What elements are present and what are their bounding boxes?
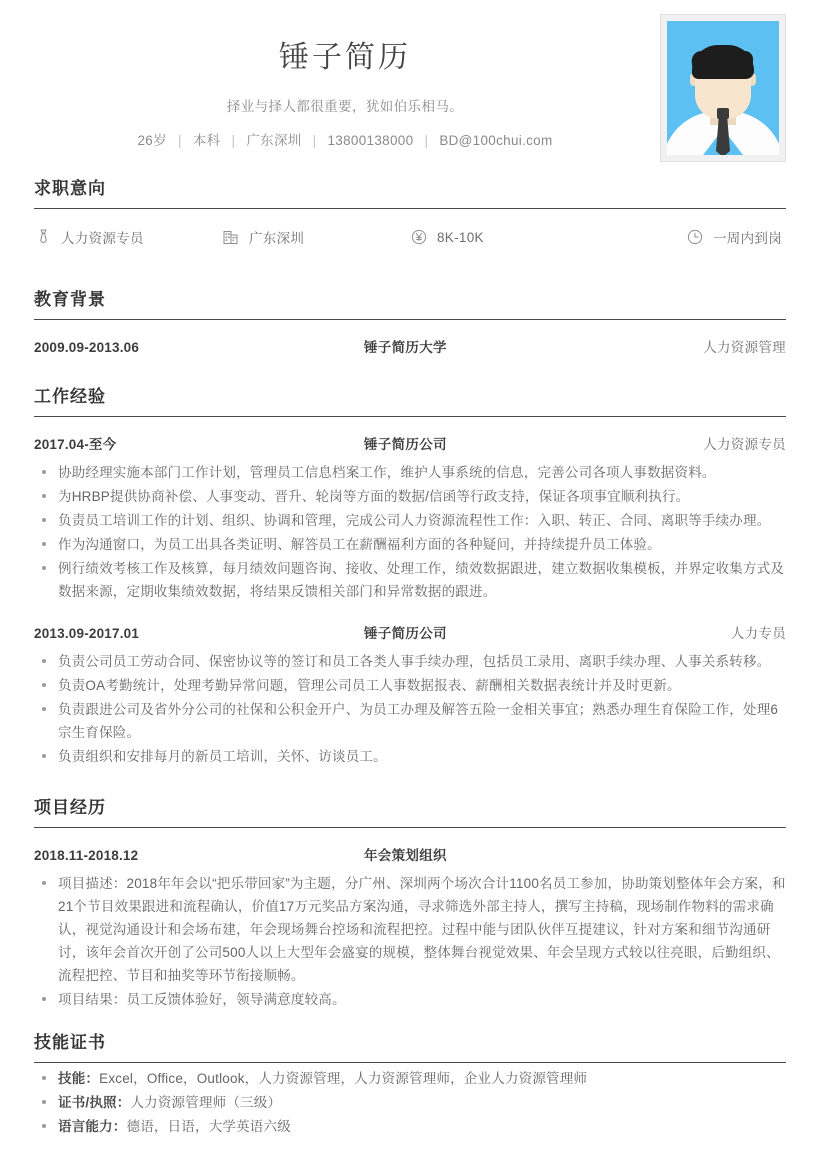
section-work-experience bbox=[34, 384, 786, 773]
education-entry bbox=[34, 322, 786, 362]
work-company: 锤子简历公司 bbox=[364, 626, 447, 641]
list-item: 作为沟通窗口，为员工出具各类证明、解答员工在薪酬福利方面的各种疑问，并持续提升员工体验。 bbox=[34, 533, 786, 556]
section-title-education: 教育背景 bbox=[34, 290, 106, 309]
intention-availability-label: 一周内到岗 bbox=[713, 231, 782, 246]
building-icon bbox=[222, 228, 240, 246]
meta-separator: | bbox=[424, 133, 429, 148]
work-role: 人力资源专员 bbox=[703, 437, 786, 452]
intention-row bbox=[34, 211, 786, 265]
header-meta-line bbox=[34, 130, 656, 152]
work-role: 人力专员 bbox=[730, 626, 786, 641]
work-company: 锤子简历公司 bbox=[364, 437, 447, 452]
intention-salary-label: 8K-10K bbox=[437, 229, 484, 245]
meta-separator: | bbox=[177, 133, 182, 148]
skill-label: 技能： bbox=[58, 1071, 100, 1086]
meta-email: BD@100chui.com bbox=[439, 133, 553, 148]
yen-icon bbox=[410, 228, 428, 246]
list-item: 为HRBP提供协商补偿、人事变动、晋升、轮岗等方面的数据/信函等行政支持，保证各项事宜顺利执行。 bbox=[34, 485, 786, 508]
skill-label: 证书/执照： bbox=[58, 1095, 131, 1110]
list-item bbox=[34, 1067, 786, 1090]
skill-value: Excel，Office，Outlook，人力资源管理，人力资源管理师，企业人力资源管理师 bbox=[99, 1071, 588, 1086]
intention-position-label: 人力资源专员 bbox=[61, 231, 144, 246]
section-skills bbox=[34, 1030, 786, 1143]
intention-item-location bbox=[222, 227, 410, 247]
skill-label: 语言能力： bbox=[58, 1119, 127, 1134]
resume-header bbox=[34, 0, 786, 168]
meta-phone: 13800138000 bbox=[327, 133, 414, 148]
intention-location-label: 广东深圳 bbox=[249, 231, 305, 246]
education-school: 锤子简历大学 bbox=[364, 340, 447, 355]
list-item: 负责公司员工劳动合同、保密协议等的签订和员工各类人事手续办理，包括员工录用、离职手续办理、人事关系转移。 bbox=[34, 650, 786, 673]
work-date: 2013.09-2017.01 bbox=[34, 626, 140, 641]
skill-value: 德语，日语，大学英语六级 bbox=[126, 1119, 291, 1134]
page-title: 锤子简历 bbox=[279, 41, 411, 74]
section-divider bbox=[34, 416, 786, 417]
section-divider bbox=[34, 319, 786, 320]
skills-bullet-list bbox=[34, 1065, 786, 1143]
project-date: 2018.11-2018.12 bbox=[34, 848, 139, 863]
section-project-experience bbox=[34, 795, 786, 1016]
meta-location: 广东深圳 bbox=[246, 133, 302, 148]
project-entry bbox=[34, 830, 786, 870]
section-divider bbox=[34, 208, 786, 209]
section-title-skills: 技能证书 bbox=[34, 1033, 106, 1052]
intention-item-salary bbox=[410, 228, 598, 246]
work-date: 2017.04-至今 bbox=[34, 437, 117, 452]
list-item: 负责员工培训工作的计划、组织、协调和管理，完成公司人力资源流程性工作：入职、转正、合同、离职等手续办理。 bbox=[34, 509, 786, 532]
list-item: 协助经理实施本部门工作计划，管理员工信息档案工作，维护人事系统的信息，完善公司各项人事数据资料。 bbox=[34, 461, 786, 484]
meta-separator: | bbox=[312, 133, 317, 148]
section-divider bbox=[34, 827, 786, 828]
list-item: 负责OA考勤统计，处理考勤异常问题，管理公司员工人事数据报表、薪酬相关数据表统计并及时更新。 bbox=[34, 674, 786, 697]
list-item bbox=[34, 1091, 786, 1114]
list-item: 负责组织和安排每月的新员工培训，关怀、访谈员工。 bbox=[34, 745, 786, 768]
section-intention bbox=[34, 176, 786, 265]
meta-age: 26岁 bbox=[137, 133, 167, 148]
work-entry bbox=[34, 419, 786, 459]
intention-item-position bbox=[34, 227, 222, 247]
list-item bbox=[34, 1115, 786, 1138]
education-major: 人力资源管理 bbox=[703, 340, 786, 355]
list-item: 例行绩效考核工作及核算，每月绩效问题咨询、接收、处理工作，绩效数据跟进，建立数据收集模板，并界定收集方式及数据来源，定期收集绩效数据，将结果反馈相关部门和异常数据的跟进。 bbox=[34, 557, 786, 603]
clock-icon bbox=[686, 228, 704, 246]
work-entry bbox=[34, 608, 786, 648]
intention-item-availability bbox=[598, 227, 786, 247]
section-title-work: 工作经验 bbox=[34, 387, 106, 406]
work-bullet-list bbox=[34, 459, 786, 608]
section-education bbox=[34, 287, 786, 362]
education-date: 2009.09-2013.06 bbox=[34, 340, 140, 355]
list-item: 负责跟进公司及省外分公司的社保和公积金开户、为员工办理及解答五险一金相关事宜；熟悉办理生育保险工作，处理6宗生育保险。 bbox=[34, 698, 786, 744]
project-bullet-list bbox=[34, 870, 786, 1016]
list-item: 项目结果：员工反馈体验好，领导满意度较高。 bbox=[34, 988, 786, 1011]
section-title-project: 项目经历 bbox=[34, 798, 106, 817]
tie-icon bbox=[34, 228, 52, 246]
section-title-intention: 求职意向 bbox=[34, 179, 106, 198]
section-divider bbox=[34, 1062, 786, 1063]
avatar bbox=[667, 21, 779, 155]
project-name: 年会策划组织 bbox=[364, 848, 447, 863]
avatar-frame bbox=[660, 14, 786, 162]
work-bullet-list bbox=[34, 648, 786, 773]
list-item: 项目描述：2018年年会以“把乐带回家”为主题，分广州、深圳两个场次合计1100名员工参加，协助策划整体年会方案，和21个节目效果跟进和流程确认，价值17万元奖品方案沟通，寻求筛选外部主持人，撰写主持稿，现场制作物料的需求确认，视觉沟通设计和会场布建，年会现场舞台控场和流程把控。过程中能与团队伙伴互提建议，针对方案和细节沟通研讨，该年会首次开创了公司500人以上大型年会盛宴的规模，整体舞台视觉效果、年会呈现方式较以往亮眼，后勤组织、流程把控、节目和抽奖等环节衔接顺畅。 bbox=[34, 872, 786, 987]
meta-separator: | bbox=[231, 133, 236, 148]
meta-degree: 本科 bbox=[192, 133, 221, 148]
skill-value: 人力资源管理师（三级） bbox=[130, 1095, 282, 1110]
header-tagline: 择业与择人都很重要，犹如伯乐相马。 bbox=[226, 99, 464, 114]
